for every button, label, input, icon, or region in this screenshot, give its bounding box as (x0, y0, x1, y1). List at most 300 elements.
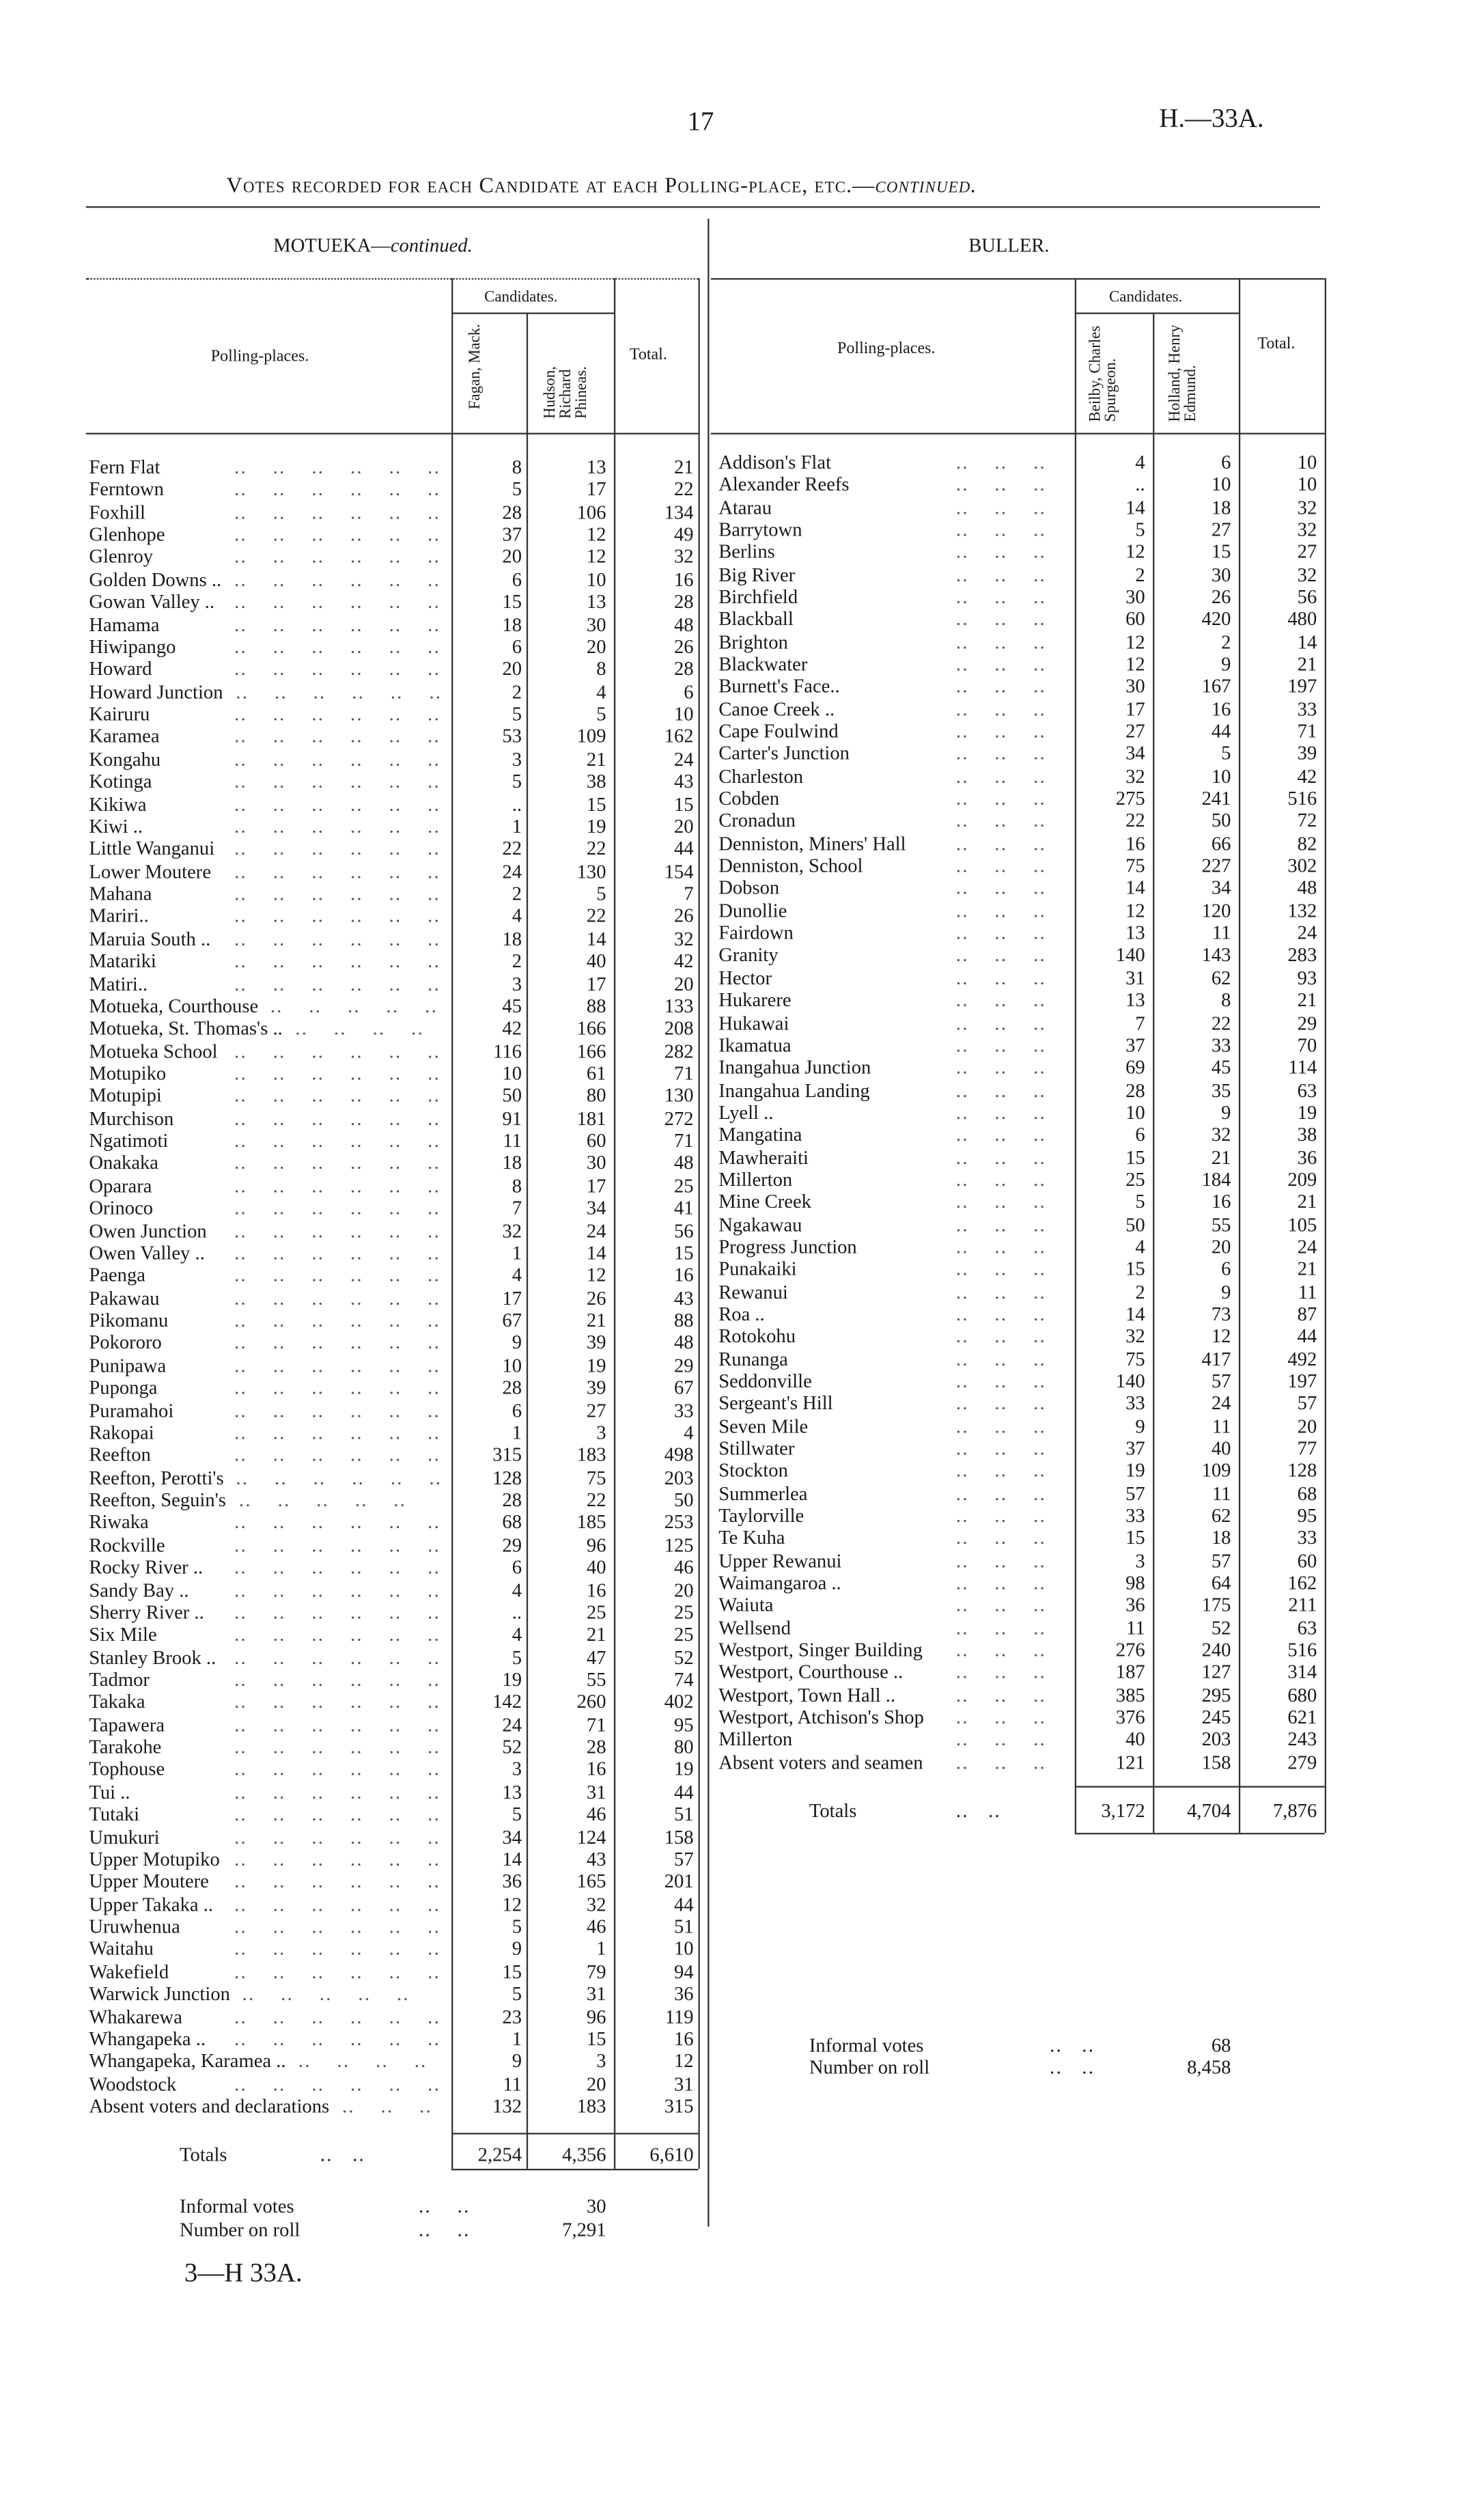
polling-place-name: Motupipi (89, 1085, 162, 1107)
polling-place-name: Seddonville (718, 1370, 812, 1392)
leader-dots: .. .. .. .. .. .. (234, 1107, 441, 1130)
motueka-table-row (0, 1894, 1406, 1915)
motueka-candidate-1: Fagan, Mack. (466, 324, 485, 410)
candidate-2-votes: 240 (1201, 1639, 1231, 1661)
candidate-1-votes: 12 (1125, 653, 1145, 676)
buller-table-row (0, 989, 1406, 1011)
leader-dots: .. .. .. (955, 1191, 1046, 1213)
document-reference: H.—33A. (1159, 102, 1264, 133)
total-votes: 44 (674, 837, 694, 860)
polling-place-name: Hamama (89, 613, 160, 636)
candidate-1-votes: 4 (1135, 1236, 1145, 1258)
total-votes: 48 (674, 613, 694, 636)
motueka-candidate-2: Hudson, Richard Phineas. (542, 366, 591, 419)
page-heading (227, 175, 977, 200)
polling-place-name: Waimangaroa .. (718, 1572, 841, 1594)
buller-table-row (0, 676, 1406, 697)
leader-dots: .. .. .. .. .. .. (236, 1467, 443, 1489)
polling-place-name: Sergeant's Hill (718, 1392, 833, 1415)
polling-place-name: Absent voters and declarations (89, 2095, 330, 2118)
totals-rule (1075, 1786, 1325, 1787)
polling-place-name: Westport, Singer Building (718, 1639, 923, 1661)
buller-table-row (0, 1482, 1406, 1504)
candidate-1-votes: 34 (1125, 743, 1145, 765)
candidate-2-votes: 2 (1221, 631, 1231, 653)
candidate-2-votes: 22 (1211, 1012, 1231, 1034)
candidate-2-votes: 15 (586, 792, 606, 815)
leader-dots: .. .. .. .. .. .. (234, 1197, 441, 1219)
polling-place-name: Rakopai (89, 1422, 154, 1444)
polling-place-name: Foxhill (89, 501, 146, 523)
candidate-1-votes: 12 (1125, 541, 1145, 564)
leader-dots: .. .. .. (955, 1706, 1046, 1728)
total-votes: 197 (1287, 1370, 1317, 1392)
candidate-2-votes: 18 (1211, 496, 1231, 518)
candidate-2-votes: 5 (596, 883, 606, 905)
leader-dots: .. .. .. .. .. .. (234, 1444, 441, 1467)
polling-place-name: Motueka School (89, 1040, 218, 1062)
candidate-2-votes: 45 (1211, 1056, 1231, 1079)
candidate-2-votes: 30 (1211, 564, 1231, 586)
total-votes: 10 (674, 1938, 694, 1960)
leader-dots: .. .. .. .. .. .. (234, 1960, 441, 1983)
motueka-informal-row (0, 2195, 703, 2217)
candidate-1-votes: 28 (502, 1488, 522, 1511)
total-votes: 21 (1297, 1191, 1317, 1213)
leader-dots: .. .. .. .. .. .. (234, 1534, 441, 1556)
total-votes: 39 (1297, 743, 1317, 765)
buller-table-row (0, 1437, 1406, 1459)
polling-place-name: Hector (718, 967, 772, 989)
total-votes: 63 (1297, 1616, 1317, 1639)
candidate-2-votes: 57 (1211, 1549, 1231, 1572)
candidate-1-votes: 69 (1125, 1056, 1145, 1079)
candidate-1-votes: 5 (512, 1915, 522, 1938)
leader-dots: .. .. .. (955, 877, 1046, 900)
candidate-2-votes: 22 (586, 837, 606, 860)
polling-place-name: Charleston (718, 765, 804, 788)
leader-dots: .. .. .. (955, 855, 1046, 877)
candidate-1-votes: 4 (1135, 452, 1145, 474)
candidate-1-votes: 385 (1115, 1684, 1145, 1706)
leader-dots: .. .. .. (955, 1728, 1046, 1751)
leader-dots: .. .. .. .. .. .. (234, 478, 441, 501)
polling-place-name: Tui .. (89, 1781, 130, 1803)
total-votes: 32 (674, 546, 694, 568)
total-votes: 48 (1297, 877, 1317, 900)
buller-table-row (0, 1415, 1406, 1437)
leader-dots: .. .. .. .. .. .. (234, 1152, 441, 1174)
totals-label: Totals (180, 2144, 227, 2166)
polling-place-name: Tapawera (89, 1713, 165, 1736)
buller-table-row (0, 631, 1406, 652)
leader-dots: .. .. .. .. .. .. (234, 1242, 441, 1264)
candidate-1-votes: 91 (502, 1107, 522, 1130)
roll-label: Number on roll (809, 2056, 930, 2079)
leader-dots: .. .. .. (955, 541, 1046, 564)
candidate-2-votes: 30 (586, 1152, 606, 1174)
buller-table-row (0, 609, 1406, 631)
buller-table-row (0, 1661, 1406, 1683)
candidate-2-votes: 73 (1211, 1303, 1231, 1325)
polling-place-name: Summerlea (718, 1482, 808, 1504)
buller-table-row (0, 721, 1406, 743)
candidate-2-votes: 35 (1211, 1079, 1231, 1101)
candidate-2-votes: 19 (586, 1354, 606, 1376)
motueka-table-row (0, 1915, 1406, 1937)
total-votes: 44 (674, 1781, 694, 1803)
candidate-1-votes: 22 (502, 837, 522, 860)
totals-rule (451, 2133, 698, 2134)
leader-dots: .. .. .. (955, 1079, 1046, 1101)
polling-place-name: Hukarere (718, 989, 792, 1012)
motueka-table-row (0, 1848, 1406, 1870)
polling-place-name: Dunollie (718, 900, 787, 922)
candidate-1-votes: 4 (512, 1624, 522, 1646)
total-votes: 36 (1297, 1146, 1317, 1168)
polling-place-name: Mariri.. (89, 905, 149, 928)
candidate-1-votes: 142 (492, 1691, 522, 1713)
total-votes: 87 (1297, 1303, 1317, 1325)
buller-table-row (0, 452, 1406, 473)
candidate-2-votes: 109 (576, 725, 606, 748)
candidate-1-votes: 15 (1125, 1258, 1145, 1280)
candidate-2-votes: 39 (586, 1331, 606, 1354)
candidate-1-votes: 2 (512, 950, 522, 973)
candidate-1-votes: 18 (502, 1152, 522, 1174)
total-votes: 33 (1297, 1527, 1317, 1549)
leader-dots: .. .. .. (955, 1504, 1046, 1527)
polling-place-name: Atarau (718, 496, 772, 518)
candidate-2-votes: 245 (1201, 1706, 1231, 1728)
leader-dots: .. .. .. (955, 1034, 1046, 1056)
polling-place-name: Hiwipango (89, 635, 176, 658)
candidate-1-votes: 75 (1125, 855, 1145, 877)
total-votes: 197 (1287, 676, 1317, 698)
motueka-roll-row (0, 2219, 703, 2241)
polling-place-name: Lower Moutere (89, 860, 212, 883)
candidate-2-votes: 11 (1212, 1482, 1231, 1504)
total-votes: 95 (1297, 1504, 1317, 1527)
candidate-1-votes: 19 (1125, 1460, 1145, 1482)
leader-dots: .. .. .. .. .. .. (234, 905, 441, 928)
motueka-table-row (0, 1983, 1406, 2005)
candidate-1-votes: 315 (492, 1444, 522, 1467)
total-votes: 7 (684, 883, 694, 905)
total-votes: 243 (1287, 1728, 1317, 1751)
candidate-2-votes: 96 (586, 2005, 606, 2027)
total-votes: 22 (674, 478, 694, 501)
polling-place-name: Sherry River .. (89, 1601, 204, 1624)
candidate-1-votes: 20 (502, 546, 522, 568)
candidate-1-votes: 6 (512, 568, 522, 591)
candidate-2-votes: 28 (586, 1736, 606, 1758)
candidate-1-votes: 20 (502, 658, 522, 680)
candidate-2-votes: 20 (1211, 1236, 1231, 1258)
candidate-2-votes: 24 (586, 1219, 606, 1242)
candidate-2-votes: 8 (596, 658, 606, 680)
candidate-2-votes: 22 (586, 1488, 606, 1511)
polling-place-name: Alexander Reefs (718, 473, 850, 496)
buller-polling-header: Polling-places. (837, 340, 936, 358)
polling-place-name: Canoe Creek .. (718, 697, 835, 720)
leader-dots: .. .. .. .. .. .. (234, 1130, 441, 1152)
leader-dots: .. .. .. .. .. .. (234, 568, 441, 591)
polling-place-name: Tarakohe (89, 1736, 162, 1758)
total-votes: 26 (674, 905, 694, 928)
leader-dots: .. .. .. (955, 631, 1046, 653)
candidate-2-votes: 12 (586, 546, 606, 568)
candidate-2-votes: 50 (1211, 809, 1231, 832)
candidate-2-votes: 5 (596, 703, 606, 725)
buller-table-row (0, 945, 1406, 967)
candidate-1-votes: 17 (1125, 697, 1145, 720)
total-votes: 279 (1287, 1751, 1317, 1773)
polling-place-name: Kiwi .. (89, 815, 143, 837)
leader-dots: .. .. .. (955, 765, 1046, 788)
leader-dots: .. .. .. (955, 1168, 1046, 1191)
leader-dots: .. .. (419, 2219, 471, 2241)
total-votes: 11 (1298, 1280, 1317, 1303)
leader-dots: .. .. .. .. .. .. (234, 1691, 441, 1713)
leader-dots: .. .. .. (955, 1437, 1046, 1460)
total-votes: 6 (684, 680, 694, 703)
buller-table-row (0, 788, 1406, 809)
total-votes: 88 (674, 1309, 694, 1331)
buller-candidate-1: Beilby, Charles Spurgeon. (1087, 325, 1121, 422)
candidate-1-votes: 68 (502, 1511, 522, 1534)
leader-dots: .. .. .. (955, 1616, 1046, 1639)
candidate-1-votes: 10 (1125, 1101, 1145, 1124)
candidate-1-votes: 23 (502, 2005, 522, 2027)
total-votes: 134 (664, 501, 694, 523)
candidate-1-votes: 2 (1135, 1280, 1145, 1303)
total-votes: 36 (674, 1983, 694, 2006)
leader-dots: .. .. .. .. .. .. (234, 950, 441, 973)
leader-dots: .. .. .. (955, 1751, 1046, 1773)
leader-dots: .. .. .. (955, 788, 1046, 810)
candidate-1-votes: 132 (492, 2095, 522, 2118)
motueka-title-text: MOTUEKA— (273, 234, 391, 257)
total-votes: 56 (1297, 585, 1317, 608)
buller-table-row (0, 1594, 1406, 1616)
candidate-1-votes: 22 (1125, 809, 1145, 832)
candidate-1-votes: 42 (502, 1017, 522, 1040)
leader-dots: .. .. .. .. .. .. (234, 1825, 441, 1848)
candidate-1-votes: 1 (512, 1242, 522, 1264)
heading-continued: continued. (875, 175, 977, 199)
polling-place-name: Waitahu (89, 1938, 154, 1960)
candidate-2-votes: 175 (1201, 1594, 1231, 1616)
total-all: 7,876 (1272, 1800, 1317, 1823)
candidate-1-votes: 275 (1115, 788, 1145, 810)
candidate-1-votes: 30 (1125, 585, 1145, 608)
total-votes: 32 (1297, 518, 1317, 541)
candidate-1-votes: 18 (502, 928, 522, 950)
total-votes: 211 (1288, 1594, 1317, 1616)
polling-place-name: Tutaki (89, 1803, 140, 1826)
total-votes: 680 (1287, 1684, 1317, 1706)
candidate-1-votes: 33 (1125, 1504, 1145, 1527)
leader-dots: .. .. .. (955, 1639, 1046, 1661)
total-votes: 20 (674, 972, 694, 995)
total-votes: 82 (1297, 832, 1317, 855)
buller-table-row (0, 1213, 1406, 1235)
candidate-1-votes: 13 (502, 1781, 522, 1803)
candidate-2-votes: 143 (1201, 944, 1231, 967)
polling-place-name: Cronadun (718, 809, 796, 832)
candidate-2-votes: 167 (1201, 676, 1231, 698)
polling-place-name: Riwaka (89, 1511, 149, 1534)
candidate-1-votes: 187 (1115, 1661, 1145, 1684)
leader-dots: .. .. .. .. .. .. (234, 1287, 441, 1310)
motueka-table-row (0, 1938, 1406, 1960)
total-votes: 314 (1287, 1661, 1317, 1684)
candidate-2-votes: 21 (586, 1309, 606, 1331)
polling-place-name: Inangahua Landing (718, 1079, 870, 1101)
buller-table-row (0, 1281, 1406, 1303)
buller-candidate-2: Holland, Henry Edmund. (1166, 324, 1200, 422)
buller-total-header: Total. (1257, 335, 1296, 353)
leader-dots: .. .. .. (955, 1303, 1046, 1325)
candidate-1-votes: 40 (1125, 1728, 1145, 1751)
totals-bottom-rule (451, 2169, 698, 2170)
candidate-2-votes: 12 (586, 1264, 606, 1287)
buller-table-row (0, 967, 1406, 988)
candidate-1-votes: 28 (1125, 1079, 1145, 1101)
polling-place-name: Burnett's Face.. (718, 676, 840, 698)
candidate-2-votes: 32 (1211, 1124, 1231, 1146)
total-fagan: 2,254 (477, 2144, 522, 2166)
leader-dots: .. .. .. .. .. .. (234, 860, 441, 883)
polling-place-name: Rocky River .. (89, 1556, 204, 1579)
candidate-2-votes: 127 (1201, 1661, 1231, 1684)
total-votes: 24 (1297, 1236, 1317, 1258)
candidate-1-votes: 67 (502, 1309, 522, 1331)
polling-place-name: Westport, Atchison's Shop (718, 1706, 924, 1728)
polling-place-name: Millerton (718, 1728, 793, 1751)
total-votes: 63 (1297, 1079, 1317, 1101)
leader-dots: .. .. .. (955, 1415, 1046, 1437)
polling-place-name: Ikamatua (718, 1034, 792, 1056)
informal-value: 30 (586, 2195, 606, 2217)
polling-place-name: Little Wanganui (89, 837, 215, 860)
buller-table-row (0, 1460, 1406, 1482)
total-votes: 60 (1297, 1549, 1317, 1572)
total-votes: 12 (674, 2050, 694, 2073)
candidate-2-votes: 11 (1212, 922, 1231, 944)
leader-dots: .. .. (419, 2195, 471, 2217)
total-votes: 10 (674, 703, 694, 725)
motueka-table-row (0, 1960, 1406, 1982)
roll-label: Number on roll (180, 2219, 300, 2241)
leader-dots: .. .. .. (955, 832, 1046, 855)
polling-place-name: Puponga (89, 1376, 158, 1399)
candidate-2-votes: 32 (586, 1893, 606, 1915)
candidate-1-votes: 5 (512, 1646, 522, 1669)
polling-place-name: Millerton (718, 1168, 793, 1191)
polling-place-name: Barrytown (718, 518, 802, 541)
motueka-table-row (0, 2006, 1406, 2027)
total-votes: 402 (664, 1691, 694, 1713)
candidate-2-votes: 203 (1201, 1728, 1231, 1751)
candidate-2-votes: 183 (576, 2095, 606, 2118)
page-number: 17 (687, 106, 714, 137)
total-votes: 42 (674, 950, 694, 973)
total-votes: 15 (674, 1242, 694, 1264)
leader-dots: .. .. .. (955, 676, 1046, 698)
candidate-2-votes: 26 (1211, 585, 1231, 608)
candidate-1-votes: 140 (1115, 1370, 1145, 1392)
total-votes: 44 (1297, 1325, 1317, 1348)
polling-place-name: Whangapeka .. (89, 2027, 206, 2050)
buller-table-row (0, 1124, 1406, 1146)
polling-place-name: Six Mile (89, 1624, 157, 1646)
motueka-total-header: Total. (629, 346, 667, 364)
candidate-1-votes: 19 (502, 1668, 522, 1691)
total-votes: 162 (664, 725, 694, 748)
leader-dots: .. .. .. .. .. .. (234, 523, 441, 546)
total-votes: 77 (1297, 1437, 1317, 1460)
header-bottom-rule (86, 433, 699, 434)
polling-place-name: Denniston, School (718, 855, 863, 877)
candidate-1-votes: 4 (512, 1264, 522, 1287)
buller-table-row (0, 1370, 1406, 1392)
candidate-2-votes: 10 (1211, 473, 1231, 496)
candidate-1-votes: 28 (502, 501, 522, 523)
total-votes: 25 (674, 1624, 694, 1646)
polling-place-name: Orinoco (89, 1197, 154, 1219)
candidate-2-votes: 40 (586, 1556, 606, 1579)
polling-place-name: Motueka, Courthouse (89, 995, 259, 1017)
buller-table-row (0, 900, 1406, 922)
polling-place-name: Sandy Bay .. (89, 1579, 189, 1601)
total-votes: 132 (1287, 900, 1317, 922)
motueka-polling-header: Polling-places. (210, 348, 309, 366)
polling-place-name: Upper Motupiko (89, 1848, 220, 1870)
total-votes: 48 (674, 1331, 694, 1354)
total-votes: 21 (1297, 653, 1317, 676)
candidate-1-votes: 34 (502, 1825, 522, 1848)
buller-table-row (0, 1079, 1406, 1100)
motueka-table-row (0, 1826, 1406, 1848)
leader-dots: .. .. .. .. .. .. (234, 725, 441, 748)
total-votes: 498 (664, 1444, 694, 1467)
leader-dots: .. .. .. .. .. .. (234, 1309, 441, 1331)
polling-place-name: Runanga (718, 1348, 788, 1370)
candidate-2-votes: 13 (586, 591, 606, 613)
candidate-2-votes: 64 (1211, 1572, 1231, 1594)
candidate-2-votes: 106 (576, 501, 606, 523)
polling-place-name: Inangahua Junction (718, 1056, 871, 1079)
candidate-1-votes: 376 (1115, 1706, 1145, 1728)
leader-dots: .. .. .. .. .. .. (234, 2005, 441, 2027)
candidate-1-votes: 3 (512, 1758, 522, 1781)
total-votes: 43 (674, 771, 694, 793)
candidate-1-votes: 24 (502, 860, 522, 883)
candidate-2-votes: 62 (1211, 967, 1231, 989)
polling-place-name: Westport, Town Hall .. (718, 1684, 896, 1706)
buller-table-row (0, 1684, 1406, 1706)
total-votes: 27 (1297, 541, 1317, 564)
leader-dots: .. .. .. .. .. .. (234, 591, 441, 613)
candidate-2-votes: 19 (586, 815, 606, 837)
candidate-1-votes: 14 (1125, 496, 1145, 518)
informal-label: Informal votes (180, 2195, 294, 2217)
buller-roll-row (0, 2056, 1406, 2078)
candidate-1-votes: 50 (1125, 1213, 1145, 1236)
candidate-1-votes: 14 (1125, 877, 1145, 900)
